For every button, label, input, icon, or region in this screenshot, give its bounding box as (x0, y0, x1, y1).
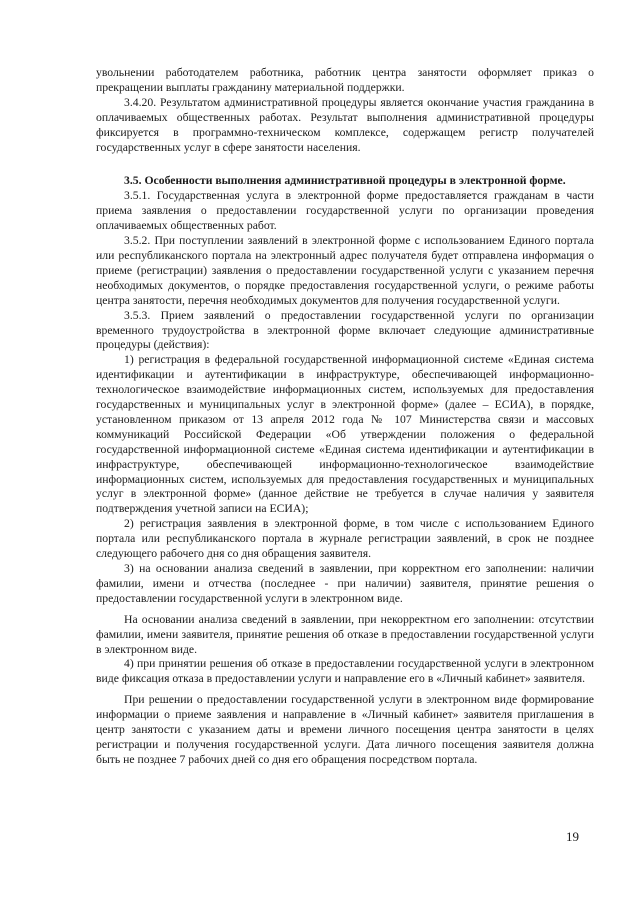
paragraph-3-5-3: 3.5.3. Прием заявлений о предоставлении государственной услуги по организации временного трудоустройства в электронной форме включает следующие административные процедуры (действия): (96, 308, 594, 352)
paragraph-incorrect-filling: На основании анализа сведений в заявлении, при некорректном его заполнении: отсутствии фамилии, имени заявителя, принятие решения об отказе в предоставлении государственной услуги в электронном виде. (96, 612, 594, 656)
list-item-4: 4) при принятии решения об отказе в предоставлении государственной услуги в электронном виде фиксация отказа в предоставлении услуги и направление его в «Личный кабинет» заявителя. (96, 657, 594, 686)
paragraph-3-5-1: 3.5.1. Государственная услуга в электронной форме предоставляется гражданам в части приема заявления о предоставлении государственной услуги по организации проведения оплачиваемых общественных работ. (96, 189, 594, 233)
document-page (96, 66, 594, 768)
section-heading-3-5: 3.5. Особенности выполнения административной процедуры в электронной форме. (124, 174, 566, 188)
paragraph-3-4-20: 3.4.20. Результатом административной процедуры является окончание участия гражданина в оплачиваемых общественных работах. Результат выполнения административной процедуры фиксируется в программно-техническом комплексе, содержащем регистр получателей государственных услуг в сфере занятости населения. (96, 95, 594, 154)
list-item-3: 3) на основании анализа сведений в заявлении, при корректном его заполнении: наличии фамилии, имени и отчества (последнее - при наличии) заявителя, принятие решения о предоставлении государственной услуги в электронном виде. (96, 562, 594, 605)
paragraph-continuation: увольнении работодателем работника, работник центра занятости оформляет приказ о прекращении выплаты гражданину материальной поддержки. (96, 66, 594, 94)
page-number: 19 (566, 829, 579, 844)
list-item-1: 1) регистрация в федеральной государственной информационной системе «Единая система идентификации и аутентификации в инфраструктуре, обеспечивающей информационно-технологическое взаимодействие информационных систем, используемых для предоставления государственных и муниципальных услуг в электронной форме» (далее – ЕСИА), в порядке, установленном приказом от 13 апреля 2012 года № 107 Министерства связи и массовых коммуникаций Российской Федерации «Об утверждении положения о федеральной государственной информационной системе «Единая система идентификации и аутентификации в инфраструктуре, обеспечивающей информационно-технологическое взаимодействие информационных систем, используемых для предоставления государственных и муниципальных услуг в электронной форме» (данное действие не требуется в случае наличия у заявителя подтверждения учетной записи на ЕСИА); (96, 353, 594, 516)
list-item-2: 2) регистрация заявления в электронной форме, в том числе с использованием Единого портала или республиканского портала в журнале регистрации заявлений, в срок не позднее следующего рабочего дня со дня обращения заявителя. (96, 517, 594, 561)
paragraph-3-5-2: 3.5.2. При поступлении заявлений в электронной форме с использованием Единого портала или республиканского портала на электронный адрес получателя будет отправлена информация о приеме (регистрации) заявления о предоставлении государственной услуги с указанием перечня необходимых документов, о порядке предоставления государственной услуги, о режиме работы центра занятости, перечня необходимых документов для получения государственной услуги. (96, 234, 594, 307)
paragraph-decision-electronic: При решении о предоставлении государственной услуги в электронном виде формирование информации о приеме заявления и направление в «Личный кабинет» заявителя приглашения в центр занятости с указанием даты и времени личного посещения центра занятости в целях регистрации и получения государственной услуги. Дата личного посещения заявителя должна быть не позднее 7 рабочих дней со дня его обращения посредством портала. (96, 693, 594, 766)
